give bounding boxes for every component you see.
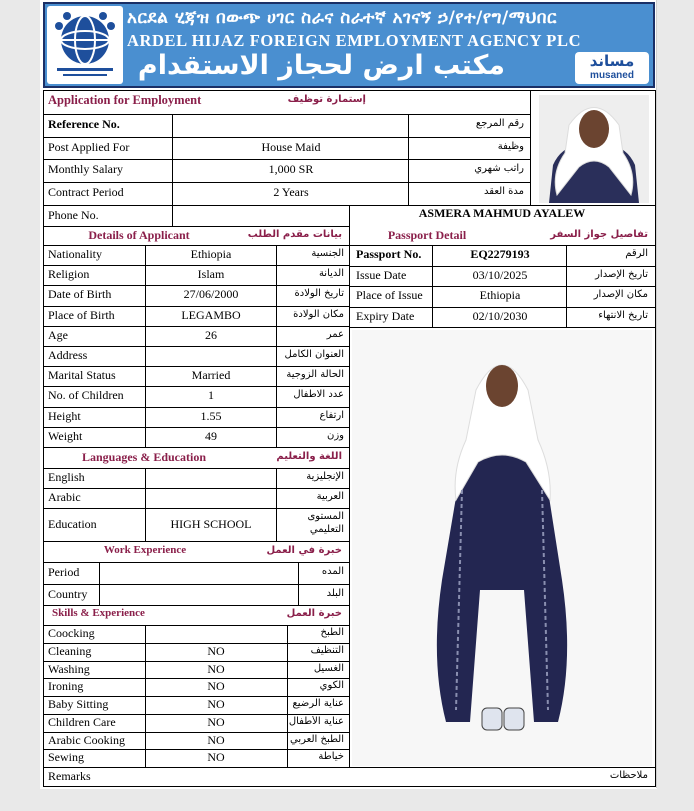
applicant-row-label-ar: ارتفاع [319, 410, 344, 421]
language-row-label-ar: العربية [316, 491, 344, 502]
applicant-section-title-ar: بيانات مقدم الطلب [247, 229, 342, 240]
passport-section-title: Passport Detail [387, 228, 467, 242]
skill-row-label-ar: عناية الأطفال [288, 716, 344, 727]
skill-row-label-ar: خياطة [318, 751, 344, 762]
application-row-label: Post Applied For [48, 140, 130, 154]
page-margin-left [0, 0, 40, 811]
applicant-row-label: Marital Status [48, 368, 116, 382]
grid-line [276, 468, 277, 541]
page-margin-right [657, 0, 694, 811]
applicant-row-label: Age [48, 328, 68, 342]
skill-row-label: Coocking [48, 626, 95, 640]
applicant-row-value: 1.55 [200, 409, 222, 423]
skill-row-value: NO [207, 733, 225, 747]
passport-row-label: Passport No. [356, 247, 422, 261]
work-section-title: Work Experience [103, 544, 187, 556]
application-row-value: House Maid [261, 140, 321, 154]
applicant-row-label-ar: الجنسية [311, 248, 344, 259]
work-section-title-ar: خبرة في العمل [266, 545, 342, 556]
application-title: Application for Employment [48, 93, 202, 107]
applicant-row-value: 26 [205, 328, 217, 342]
applicant-row-label-ar: تاريخ الولادة [294, 288, 344, 299]
passport-row-label: Expiry Date [356, 309, 415, 323]
applicant-row-label: Height [48, 409, 81, 423]
grid-line [43, 159, 530, 160]
application-row-label-ar: رقم المرجع [475, 118, 524, 129]
skill-row-value: NO [207, 715, 225, 729]
passport-section-title-ar: تفاصيل جواز السفر [550, 229, 648, 240]
skill-row-label: Arabic Cooking [48, 733, 125, 747]
grid-line [350, 286, 656, 287]
grid-line [298, 562, 299, 605]
applicant-row-value: LEGAMBO [181, 308, 241, 322]
application-title-ar: إستمارة توظيف [287, 94, 366, 105]
applicant-name: ASMERA MAHMUD AYALEW [418, 206, 586, 220]
skill-row-label: Cleaning [48, 644, 92, 658]
grid-line [145, 468, 146, 541]
language-row-label-ar: المستوى التعليمي [307, 511, 344, 535]
passport-row-value: 03/10/2025 [472, 268, 528, 282]
language-row-value [146, 490, 276, 506]
grid-line [43, 285, 350, 286]
work-row-label-ar: المده [321, 566, 344, 577]
skill-row-label-ar: الكوي [319, 680, 344, 691]
application-row-label-ar: راتب شهري [474, 163, 524, 174]
work-row-label: Period [48, 565, 80, 579]
language-row-label: Education [48, 517, 97, 531]
grid-line [43, 386, 350, 387]
grid-line [99, 562, 100, 605]
application-row-value: 2 Years [273, 185, 309, 199]
skill-row-value: NO [207, 662, 225, 676]
grid-line [172, 114, 173, 205]
work-row-label-ar: البلد [326, 588, 344, 599]
grid-line [43, 541, 350, 542]
application-row-value [174, 117, 408, 133]
remarks-label-ar: ملاحظات [609, 770, 648, 781]
grid-line [43, 137, 530, 138]
work-row-value [100, 565, 298, 581]
language-row-value: HIGH SCHOOL [170, 517, 252, 531]
applicant-row-label: Date of Birth [48, 287, 112, 301]
grid-line [350, 307, 656, 308]
skill-row-label-ar: الطبخ العربي [290, 734, 344, 745]
agency-name-arabic: مكتب ارض لحجاز الاستقدام [137, 50, 505, 81]
grid-line [43, 562, 350, 563]
agency-name-amharic: አርደል ሂጃዝ በውጭ ሀገር ስራና ስራተኛ አገናኝ ኃ/የተ/የግ/ማህበር [127, 8, 557, 28]
skills-section-title-ar: خبرة العمل [286, 608, 342, 619]
applicant-row-label: Weight [48, 429, 83, 443]
application-row-label-ar: مدة العقد [484, 186, 524, 197]
passport-row-value: EQ2279193 [470, 247, 530, 261]
page-margin-bottom [0, 789, 694, 811]
grid-line [43, 407, 350, 408]
applicant-row-value: Islam [197, 267, 225, 281]
grid-line [350, 266, 656, 267]
applicant-row-value: Married [191, 368, 231, 382]
grid-line [432, 245, 433, 327]
agency-logo [47, 6, 123, 84]
language-row-label: Arabic [48, 490, 81, 504]
passport-row-label-ar: تاريخ الإصدار [595, 269, 648, 280]
grid-line [43, 508, 350, 509]
musaned-logo: مساند musaned [575, 52, 649, 84]
grid-line [43, 427, 350, 428]
grid-line [43, 366, 350, 367]
skill-row-label-ar: التنظيف [310, 645, 344, 656]
remarks-label: Remarks [48, 769, 91, 783]
agency-banner [43, 2, 655, 88]
application-row-label: Contract Period [48, 185, 124, 199]
language-row-label: English [48, 470, 85, 484]
applicant-row-value [146, 348, 276, 364]
applicant-row-value: Ethiopia [190, 247, 232, 261]
grid-line [43, 265, 350, 266]
applicant-section-title: Details of Applicant [88, 228, 190, 242]
skill-row-label: Baby Sitting [48, 697, 109, 711]
grid-line [287, 625, 288, 767]
grid-line [43, 182, 530, 183]
skill-row-label: Ironing [48, 679, 84, 693]
skill-row-label-ar: عناية الرضيع [292, 698, 344, 709]
languages-section-title: Languages & Education [81, 450, 207, 464]
applicant-row-label-ar: وزن [326, 430, 344, 441]
applicant-row-value: 1 [208, 388, 214, 402]
applicant-row-label: Place of Birth [48, 308, 115, 322]
applicant-row-label-ar: الحالة الزوجية [286, 369, 344, 380]
work-row-label: Country [48, 587, 88, 601]
applicant-portrait-photo [539, 95, 649, 203]
skill-row-value: NO [207, 679, 225, 693]
passport-row-label-ar: الرقم [625, 248, 648, 259]
passport-row-label-ar: مكان الإصدار [593, 289, 648, 300]
language-row-value [146, 470, 276, 486]
passport-row-label: Issue Date [356, 268, 407, 282]
applicant-full-body-photo [352, 330, 652, 766]
applicant-row-value: 49 [205, 429, 217, 443]
grid-line [43, 468, 350, 469]
applicant-row-label: Address [48, 348, 88, 362]
skill-row-value: NO [207, 644, 225, 658]
skill-row-label: Children Care [48, 715, 116, 729]
skill-row-value: NO [207, 750, 225, 764]
applicant-row-label-ar: مكان الولادة [293, 309, 344, 320]
applicant-row-value: 27/06/2000 [183, 287, 239, 301]
grid-line [566, 245, 567, 327]
applicant-row-label: No. of Children [48, 388, 124, 402]
applicant-row-label-ar: عدد الاطفال [293, 389, 344, 400]
grid-line [145, 625, 146, 767]
skill-row-label-ar: الطبخ [320, 627, 344, 638]
skill-row-label: Sewing [48, 750, 84, 764]
applicant-row-label-ar: عمر [326, 329, 344, 340]
work-row-value [100, 587, 298, 603]
passport-row-label-ar: تاريخ الانتهاء [598, 310, 648, 321]
grid-line [43, 584, 350, 585]
applicant-row-label-ar: العنوان الكامل [284, 349, 344, 360]
skill-row-label: Washing [48, 662, 90, 676]
languages-section-title-ar: اللغة والتعليم [276, 451, 342, 462]
agency-name-english: ARDEL HIJAZ FOREIGN EMPLOYMENT AGENCY PLC [127, 31, 582, 50]
application-row-label: Reference No. [48, 117, 120, 131]
skill-row-label-ar: الغسيل [313, 663, 344, 674]
applicant-row-label: Nationality [48, 247, 102, 261]
application-row-label: Monthly Salary [48, 162, 123, 176]
skill-row-value: NO [207, 697, 225, 711]
grid-line [43, 447, 350, 448]
application-row-label-ar: وظيفة [497, 141, 524, 152]
application-row-value: 1,000 SR [268, 162, 314, 176]
skill-row-value [146, 626, 286, 642]
language-row-label-ar: الإنجليزية [306, 471, 344, 482]
passport-row-value: Ethiopia [479, 288, 521, 302]
grid-line [43, 605, 350, 606]
skills-section-title: Skills & Experience [52, 607, 145, 619]
passport-row-value: 02/10/2030 [472, 309, 528, 323]
grid-line [43, 346, 350, 347]
grid-line [276, 245, 277, 447]
applicant-row-label-ar: الديانة [318, 268, 344, 279]
grid-line [43, 306, 350, 307]
grid-line [408, 114, 409, 205]
grid-line [43, 326, 350, 327]
phone-label: Phone No. [48, 208, 99, 222]
grid-line [43, 488, 350, 489]
grid-line [145, 245, 146, 447]
passport-row-label: Place of Issue [356, 288, 423, 302]
applicant-row-label: Religion [48, 267, 90, 281]
grid-line [350, 327, 656, 328]
